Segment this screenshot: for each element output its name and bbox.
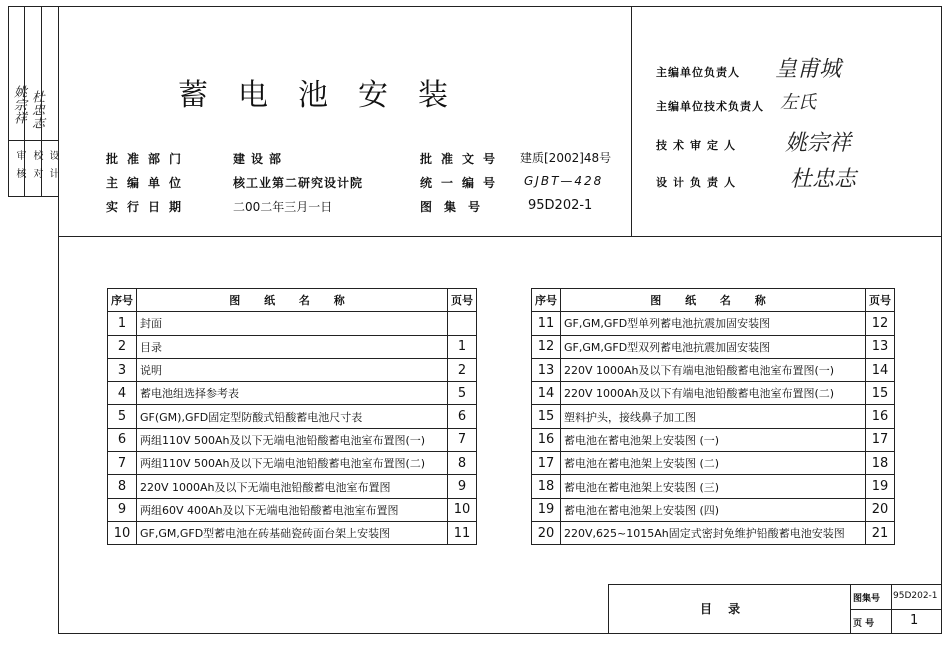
toc-row-no: 8 (108, 475, 137, 498)
toc-row-name: 220V,625~1015Ah固定式密封免维护铅酸蓄电池安装图 (561, 521, 866, 544)
toc-row-no: 5 (108, 405, 137, 428)
toc-row-page: 6 (448, 405, 477, 428)
toc-row-no: 11 (532, 312, 561, 335)
toc-row-page: 12 (866, 312, 895, 335)
toc-row (532, 405, 895, 428)
info-value-unified-no: GJBT—428 (524, 174, 604, 188)
toc-row-no: 6 (108, 428, 137, 451)
toc-row-no: 16 (532, 428, 561, 451)
toc-row-page: 8 (448, 452, 477, 475)
toc-row-no: 9 (108, 498, 137, 521)
info-label-approve-dept: 批准部门 (106, 152, 191, 166)
title-block-name: 目 录 (700, 602, 747, 616)
toc-row-no: 4 (108, 382, 137, 405)
toc-row-name: 两组60V 400Ah及以下无端电池铅酸蓄电池室布置图 (137, 498, 448, 521)
toc-row-page: 20 (866, 498, 895, 521)
toc-row-name: 220V 1000Ah及以下有端电池铅酸蓄电池室布置图(一) (561, 358, 866, 381)
toc-row-name: 封面 (137, 312, 448, 335)
title-block-page-value: 1 (910, 613, 919, 628)
sidebar-label-2a: 校 (31, 150, 42, 160)
toc-header-page: 页号 (448, 289, 477, 312)
toc-row-no: 3 (108, 358, 137, 381)
toc-row-page (448, 312, 477, 335)
toc-row-name: 蓄电池在蓄电池架上安装图 (二) (561, 452, 866, 475)
toc-row-page: 15 (866, 382, 895, 405)
toc-header-no: 序号 (532, 289, 561, 312)
toc-header-no: 序号 (108, 289, 137, 312)
toc-row-name: GF,GM,GFD型单列蓄电池抗震加固安装图 (561, 312, 866, 335)
toc-row (108, 335, 477, 358)
resp-label-tech: 主编单位技术负责人 (656, 100, 764, 113)
sidebar-signature-b: 杜忠志 (29, 90, 44, 129)
toc-row (108, 428, 477, 451)
toc-row-page: 11 (448, 521, 477, 544)
toc-row-page: 10 (448, 498, 477, 521)
toc-row-name: 目录 (137, 335, 448, 358)
title-block-atlas-label: 图集号 (853, 594, 881, 604)
toc-row-page: 16 (866, 405, 895, 428)
toc-row-name: 两组110V 500Ah及以下无端电池铅酸蓄电池室布置图(二) (137, 452, 448, 475)
info-label-approve-doc: 批准文号 (420, 152, 505, 166)
info-value-atlas-no: 95D202-1 (528, 198, 593, 213)
binding-top (8, 6, 58, 7)
header-vertical-divider (631, 6, 632, 236)
toc-row (108, 452, 477, 475)
binding-bottom (8, 196, 58, 197)
sidebar-signature-a: 姚宗祥 (11, 85, 26, 124)
toc-row-no: 20 (532, 521, 561, 544)
toc-header-name: 图 纸 名 称 (137, 289, 448, 312)
toc-row (108, 521, 477, 544)
resp-signature-designer: 杜忠志 (790, 167, 857, 192)
toc-row-name: 蓄电池在蓄电池架上安装图 (四) (561, 498, 866, 521)
toc-row-page: 17 (866, 428, 895, 451)
toc-row (532, 312, 895, 335)
toc-row-page: 1 (448, 335, 477, 358)
info-label-effective-date: 实行日期 (106, 200, 191, 214)
toc-row-page: 7 (448, 428, 477, 451)
toc-row-no: 18 (532, 475, 561, 498)
toc-row (532, 475, 895, 498)
info-value-approve-dept: 建设部 (233, 152, 288, 166)
resp-label-designer: 设计负责人 (656, 176, 741, 189)
toc-row-no: 15 (532, 405, 561, 428)
binding-divider (8, 140, 58, 141)
toc-row-name: 两组110V 500Ah及以下无端电池铅酸蓄电池室布置图(一) (137, 428, 448, 451)
toc-row-name: GF,GM,GFD型双列蓄电池抗震加固安装图 (561, 335, 866, 358)
toc-row-name: 蓄电池组选择参考表 (137, 382, 448, 405)
sidebar-label-1b: 核 (14, 168, 25, 178)
info-label-unified-no: 统一编号 (420, 176, 505, 190)
info-label-atlas-no: 图集号 (420, 200, 493, 214)
toc-row (108, 358, 477, 381)
toc-row (532, 452, 895, 475)
toc-row-page: 13 (866, 335, 895, 358)
toc-row-name: 蓄电池在蓄电池架上安装图 (一) (561, 428, 866, 451)
resp-label-chief-unit: 主编单位负责人 (656, 66, 740, 79)
resp-signature-reviewer: 姚宗祥 (785, 131, 852, 156)
toc-row (532, 382, 895, 405)
toc-row-name: 塑料护头，接线鼻子加工图 (561, 405, 866, 428)
toc-row (532, 428, 895, 451)
info-value-approve-doc: 建质[2002]48号 (520, 151, 612, 165)
sidebar-label-1a: 审 (14, 150, 25, 160)
toc-row-no: 13 (532, 358, 561, 381)
toc-row-page: 18 (866, 452, 895, 475)
toc-row-page: 21 (866, 521, 895, 544)
toc-row-name: 220V 1000Ah及以下有端电池铅酸蓄电池室布置图(二) (561, 382, 866, 405)
toc-row-name: GF,GM,GFD型蓄电池在砖基础瓷砖面台架上安装图 (137, 521, 448, 544)
toc-row-no: 14 (532, 382, 561, 405)
info-value-editor-unit: 核工业第二研究设计院 (233, 176, 364, 190)
toc-row-no: 2 (108, 335, 137, 358)
toc-row-name: 220V 1000Ah及以下无端电池铅酸蓄电池室布置图 (137, 475, 448, 498)
toc-table-left (107, 288, 477, 545)
toc-row-no: 1 (108, 312, 137, 335)
info-label-editor-unit: 主编单位 (106, 176, 191, 190)
toc-row (108, 405, 477, 428)
toc-row (532, 498, 895, 521)
toc-row-page: 2 (448, 358, 477, 381)
toc-row (108, 498, 477, 521)
toc-row-page: 5 (448, 382, 477, 405)
toc-row (108, 382, 477, 405)
sidebar-label-3b: 计 (47, 168, 58, 178)
toc-header-page: 页号 (866, 289, 895, 312)
title-block-atlas-value: 95D202-1 (893, 591, 938, 601)
toc-row (108, 312, 477, 335)
toc-row-no: 7 (108, 452, 137, 475)
toc-row-page: 19 (866, 475, 895, 498)
toc-row-name: 蓄电池在蓄电池架上安装图 (三) (561, 475, 866, 498)
toc-row-name: 说明 (137, 358, 448, 381)
toc-row (108, 475, 477, 498)
toc-row-no: 10 (108, 521, 137, 544)
toc-row-no: 19 (532, 498, 561, 521)
toc-row-page: 14 (866, 358, 895, 381)
toc-row (532, 358, 895, 381)
toc-row (532, 521, 895, 544)
page-title: 蓄电池安装 (178, 78, 478, 113)
toc-table-right (531, 288, 895, 545)
title-block-page-label: 页 号 (853, 619, 875, 629)
toc-header-name: 图 纸 名 称 (561, 289, 866, 312)
toc-row-no: 12 (532, 335, 561, 358)
toc-row-no: 17 (532, 452, 561, 475)
toc-row-name: GF(GM),GFD固定型防酸式铅酸蓄电池尺寸表 (137, 405, 448, 428)
info-value-effective-date: 二00二年三月一日 (233, 200, 333, 214)
resp-signature-chief-unit: 皇甫城 (775, 57, 842, 82)
toc-row (532, 335, 895, 358)
resp-label-reviewer: 技术审定人 (656, 139, 741, 152)
resp-signature-tech: 左氏 (780, 92, 816, 113)
header-divider (58, 236, 942, 237)
sidebar-label-2b: 对 (31, 168, 42, 178)
sidebar-label-3a: 设 (47, 150, 58, 160)
toc-row-page: 9 (448, 475, 477, 498)
